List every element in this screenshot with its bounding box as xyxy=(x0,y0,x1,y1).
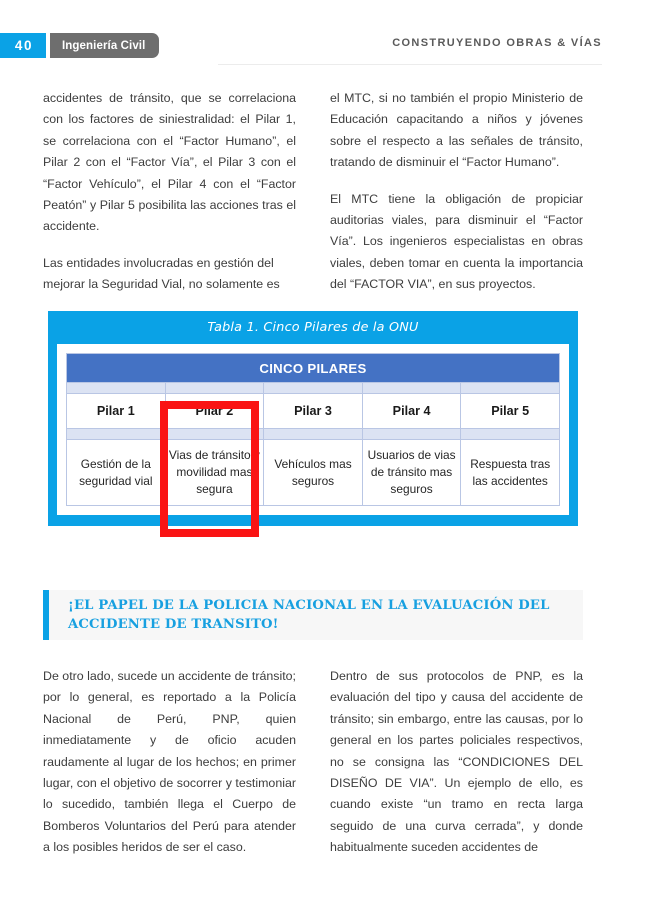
spacer-cell xyxy=(461,383,560,394)
paragraph: Dentro de sus protocolos de PNP, es la evaluación del tipo y causa del accidente de tránsito; sin embargo, entre las causas, por lo general en los partes policiales respectivos, no se consigna las “CONDICIONES DEL DISEÑO DE VIA”. Un ejemplo de ello, es cuando existe “un tramo en recta larga seguido de una curva cerrada”, y donde habitualmente suceden accidentes de xyxy=(330,669,583,855)
table-header-cell: Pilar 5 xyxy=(461,394,560,429)
paragraph: De otro lado, sucede un accidente de tránsito; por lo general, es reportado a la Policía Nacional de Perú, PNP, quien inmediatamente y de oficio acuden raudamente al lugar de los hechos; en primer lugar, con el objetivo de socorrer y testimoniar lo sucedido, también llega el Cuerpo de Bomberos Voluntarios del Perú para atender a los posibles heridos de ser el caso. xyxy=(43,669,296,855)
header-divider-rule xyxy=(218,64,602,65)
table-row xyxy=(67,440,560,506)
body-bottom-left-column xyxy=(43,666,296,859)
spacer-cell xyxy=(362,383,461,394)
table-header-cell: Pilar 4 xyxy=(362,394,461,429)
section-heading-banner xyxy=(43,590,583,640)
table-caption: Tabla 1. Cinco Pilares de la ONU xyxy=(207,320,419,335)
paragraph: el MTC, si no también el propio Ministerio de Educación capacitando a niños y jóvenes sobre el respecto a las señales de tránsito, tratando de disminuir el “Factor Humano”. xyxy=(330,91,583,170)
table-body-cell: Vehículos mas seguros xyxy=(264,440,363,506)
section-tab-label: Ingeniería Civil xyxy=(50,33,159,58)
body-bottom-right-column xyxy=(330,666,583,859)
table-title-cell: CINCO PILARES xyxy=(67,354,560,383)
table-body-cell: Respuesta tras las accidentes xyxy=(461,440,560,506)
page-running-header xyxy=(0,0,650,72)
body-top-right-column xyxy=(330,88,583,296)
body-top-left-column xyxy=(43,88,296,296)
paragraph: Las entidades involucradas en gestión del mejorar la Seguridad Vial, no solamente es xyxy=(43,255,280,292)
paragraph: El MTC tiene la obligación de propiciar auditorias viales, para disminuir el “Factor Vía”. Los ingenieros especialistas en obras viales, deben tomar en cuenta la importancia del “FACTOR VIA”, en sus proyectos. xyxy=(330,191,583,292)
table-spacer-row-top xyxy=(67,383,560,394)
spacer-cell xyxy=(67,429,166,440)
spacer-cell xyxy=(165,429,264,440)
table-title-row xyxy=(67,354,560,383)
table-figure xyxy=(48,311,578,526)
table-body-cell: Usuarios de vias de tránsito mas seguros xyxy=(362,440,461,506)
spacer-cell xyxy=(362,429,461,440)
page-number-badge: 40 xyxy=(0,33,46,58)
spacer-cell xyxy=(264,383,363,394)
spacer-cell xyxy=(461,429,560,440)
cinco-pilares-table xyxy=(66,353,560,506)
table-body-cell: Vias de tránsito y movilidad mas segura xyxy=(165,440,264,506)
spacer-cell xyxy=(67,383,166,394)
publication-title: CONSTRUYENDO OBRAS & VÍAS xyxy=(392,37,602,49)
table-frame xyxy=(57,344,569,515)
table-header-row xyxy=(67,394,560,429)
section-heading-text: ¡EL PAPEL DE LA POLICIA NACIONAL EN LA EVALUACIÓN DEL ACCIDENTE DE TRANSITO! xyxy=(68,597,550,632)
spacer-cell xyxy=(165,383,264,394)
table-body-cell: Gestión de la seguridad vial xyxy=(67,440,166,506)
table-header-cell: Pilar 2 xyxy=(165,394,264,429)
table-header-cell: Pilar 1 xyxy=(67,394,166,429)
paragraph: accidentes de tránsito, que se correlaciona con los factores de siniestralidad: el Pilar 1, se correlaciona con el “Factor Humano”, el Pilar 2 con el “Factor Vía”, el Pilar 3 con el “Factor Vehículo”, el Pilar 4 con el “Factor Peatón” y Pilar 5 posibilita las acciones tras el accidente. xyxy=(43,91,296,234)
table-spacer-row-mid xyxy=(67,429,560,440)
table-header-cell: Pilar 3 xyxy=(264,394,363,429)
spacer-cell xyxy=(264,429,363,440)
